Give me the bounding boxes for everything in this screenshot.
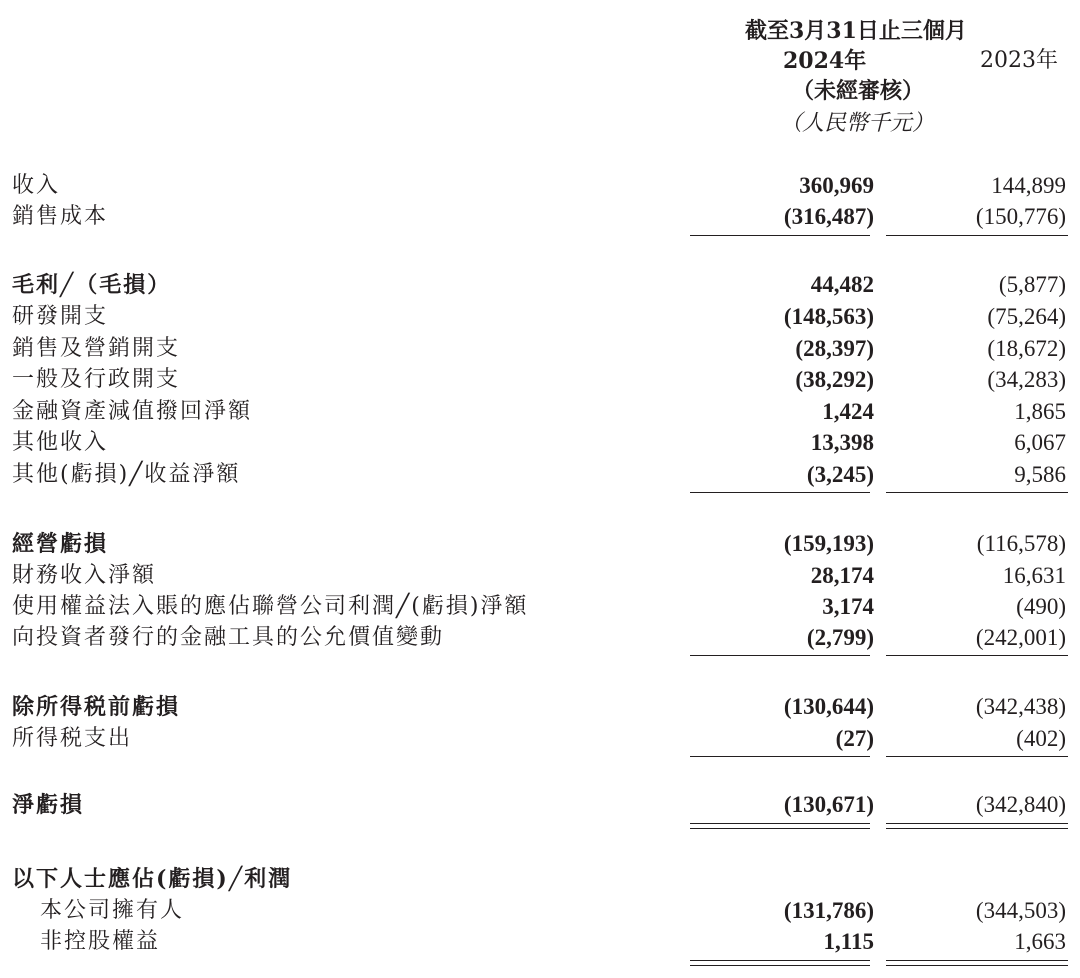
subtotal-rule	[690, 492, 870, 493]
value-2024: (3,245)	[806, 462, 874, 487]
table-row	[0, 334, 1080, 364]
total-double-rule	[886, 823, 1068, 829]
subtotal-rule	[690, 655, 870, 656]
value-2024: 1,115	[823, 929, 874, 954]
table-row	[0, 692, 1080, 722]
value-2024: 3,174	[822, 594, 874, 619]
value-2024: (2,799)	[806, 625, 874, 650]
row-label: 一般及行政開支	[12, 367, 181, 392]
row-label: 向投資者發行的金融工具的公允價值變動	[12, 625, 445, 650]
row-label: 財務收入淨額	[12, 563, 157, 588]
value-2023: (242,001)	[975, 625, 1066, 650]
value-2024: 44,482	[810, 272, 874, 297]
subtotal-rule	[690, 235, 870, 236]
value-2024: (148,563)	[783, 304, 874, 329]
value-2023: 16,631	[1002, 563, 1066, 588]
value-2023: (34,283)	[987, 367, 1066, 392]
row-label: 非控股權益	[40, 929, 161, 954]
table-row	[0, 428, 1080, 458]
value-2023: (342,840)	[975, 792, 1066, 817]
total-double-rule	[886, 960, 1068, 966]
unaudited-note: （未經審核）	[792, 78, 925, 104]
row-label: 淨虧損	[12, 792, 85, 818]
table-row	[0, 529, 1080, 559]
subtotal-rule	[886, 655, 1068, 656]
value-2024: (316,487)	[783, 204, 874, 229]
row-label: 使用權益法入賬的應佔聯營公司利潤╱(虧損)淨額	[12, 594, 529, 619]
value-2024: 28,174	[810, 563, 874, 588]
value-2023: (490)	[1016, 594, 1066, 619]
subtotal-rule	[886, 756, 1068, 757]
table-row	[0, 202, 1080, 232]
table-row	[0, 623, 1080, 653]
table-row	[0, 302, 1080, 332]
value-2023: (342,438)	[975, 694, 1066, 719]
value-2024: (159,193)	[783, 531, 874, 556]
section-heading-row	[0, 864, 1080, 894]
value-2024: (28,397)	[795, 336, 874, 361]
row-label: 除所得税前虧損	[12, 694, 181, 720]
row-label: 銷售成本	[12, 204, 109, 229]
value-2023: (18,672)	[987, 336, 1066, 361]
value-2023: 144,899	[991, 173, 1066, 198]
table-row	[0, 460, 1080, 490]
table-row	[0, 592, 1080, 622]
row-label: 其他(虧損)╱收益淨額	[12, 462, 241, 487]
table-row	[0, 397, 1080, 427]
value-2023: 1,663	[1014, 929, 1066, 954]
value-2023: (5,877)	[998, 272, 1066, 297]
value-2024: (131,786)	[783, 898, 874, 923]
subtotal-rule	[690, 756, 870, 757]
row-label: 所得税支出	[12, 726, 133, 751]
table-row	[0, 270, 1080, 300]
table-row	[0, 365, 1080, 395]
row-label: 經營虧損	[12, 531, 109, 557]
period-header: 截至3月31日止三個月	[745, 18, 967, 44]
row-label: 銷售及營銷開支	[12, 336, 181, 361]
row-label: 金融資產減值撥回淨額	[12, 399, 253, 424]
subtotal-rule	[886, 492, 1068, 493]
row-label: 本公司擁有人	[40, 898, 185, 923]
value-2024: (38,292)	[795, 367, 874, 392]
value-2023: (116,578)	[976, 531, 1066, 556]
table-row	[0, 724, 1080, 754]
table-row	[0, 927, 1080, 957]
value-2024: 13,398	[810, 430, 874, 455]
value-2023: (344,503)	[975, 898, 1066, 923]
subtotal-rule	[886, 235, 1068, 236]
value-2023: (75,264)	[987, 304, 1066, 329]
value-2023: (402)	[1016, 726, 1066, 751]
value-2024: 360,969	[799, 173, 874, 198]
year-2024-header: 2024年	[783, 48, 867, 74]
value-2023: 1,865	[1014, 399, 1066, 424]
table-row	[0, 896, 1080, 926]
row-label: 研發開支	[12, 304, 109, 329]
total-double-rule	[690, 960, 870, 966]
value-2024: (130,644)	[783, 694, 874, 719]
total-double-rule	[690, 823, 870, 829]
table-row	[0, 561, 1080, 591]
row-label: 收入	[12, 173, 61, 198]
table-row	[0, 790, 1080, 820]
value-2024: (130,671)	[783, 792, 874, 817]
currency-note: （人民幣千元）	[780, 111, 935, 136]
value-2024: 1,424	[822, 399, 874, 424]
value-2023: (150,776)	[975, 204, 1066, 229]
value-2024: (27)	[835, 726, 874, 751]
value-2023: 9,586	[1014, 462, 1066, 487]
year-2023-header: 2023年	[980, 48, 1058, 73]
section-heading: 以下人士應佔(虧損)╱利潤	[12, 866, 293, 892]
row-label: 毛利╱（毛損）	[12, 272, 172, 298]
row-label: 其他收入	[12, 430, 109, 455]
table-row	[0, 171, 1080, 201]
value-2023: 6,067	[1014, 430, 1066, 455]
